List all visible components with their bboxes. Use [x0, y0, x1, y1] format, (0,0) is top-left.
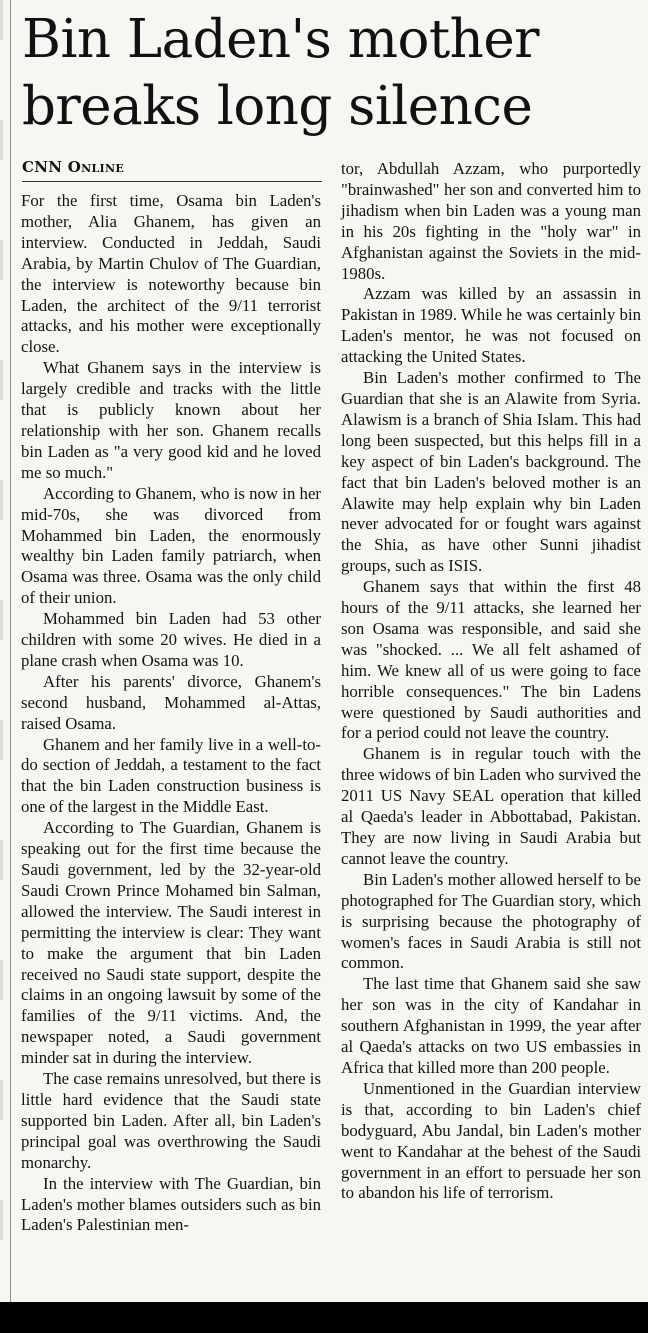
paragraph: According to The Guardian, Ghanem is speaking out for the first time because the Saudi government, led by the 32-year-old Saudi Crown Prince Mohamed bin Salman, allowed the interview. The Saudi interest in permitting the interview is clear: They want to make the argument that bin Laden received no Saudi state support, despite the claims in an ongoing lawsuit by some of the families of the 9/11 victims. And, the newspaper noted, a Saudi government minder sat in during the interview. — [21, 818, 321, 1068]
byline-rule — [22, 181, 322, 182]
article-column-2 — [341, 159, 641, 1204]
paragraph: According to Ghanem, who is now in her mid-70s, she was divorced from Mohammed bin Laden, the enormously wealthy bin Laden family patriarch, when Osama was three. Osama was the only child of their union. — [21, 483, 321, 608]
column-rule — [10, 0, 11, 1302]
paragraph: Ghanem and her family live in a well-to-do section of Jeddah, a testament to the fact that the bin Laden construction business is one of the largest in the Middle East. — [21, 734, 321, 817]
headline: Bin Laden's mother breaks long silence — [22, 9, 540, 137]
paragraph: Mohammed bin Laden had 53 other children with some 20 wives. He died in a plane crash when Osama was 10. — [21, 609, 321, 670]
paragraph: Bin Laden's mother confirmed to The Guardian that she is an Alawite from Syria. Alawism is a branch of Shia Islam. This had long been suspected, but this helps fill in a key aspect of bin Laden's background. The fact that bin Laden's beloved mother is an Alawite may help explain why bin Laden never advocated for or fought wars against the Shia, as have other Sunni jihadist groups, such as ISIS. — [341, 368, 641, 576]
bottom-black-band — [0, 1302, 648, 1333]
paragraph: tor, Abdullah Azzam, who purportedly "brainwashed" her son and converted him to jihadism when bin Laden was a young man in his 20s fighting in the "holy war" in Afghanistan against the Soviets in the mid-1980s. — [341, 159, 641, 283]
paragraph: Bin Laden's mother allowed herself to be photographed for The Guardian story, which is surprising because the photography of women's faces in Saudi Arabia is still not common. — [341, 869, 641, 973]
paragraph: After his parents' divorce, Ghanem's second husband, Mohammed al-Attas, raised Osama. — [21, 671, 321, 733]
paragraph: What Ghanem says in the interview is largely credible and tracks with the little that is publicly known about her relationship with her son. Ghanem recalls bin Laden as "a very good kid and he loved me so much." — [21, 358, 321, 482]
paragraph: Unmentioned in the Guardian interview is that, according to bin Laden's chief bodyguard, Abu Jandal, bin Laden's mother went to Kandahar at the behest of the Saudi government in an effort to persuade her son to abandon his life of terrorism. — [341, 1078, 641, 1203]
paragraph: Azzam was killed by an assassin in Pakistan in 1989. While he was certainly bin Laden's mentor, he was not focused on attacking the United States. — [341, 284, 641, 367]
page-edge — [0, 0, 3, 1300]
paragraph: The case remains unresolved, but there is little hard evidence that the Saudi state supported bin Laden. After all, bin Laden's principal goal was overthrowing the Saudi monarchy. — [21, 1069, 321, 1172]
paragraph: For the first time, Osama bin Laden's mother, Alia Ghanem, has given an interview. Conducted in Jeddah, Saudi Arabia, by Martin Chulov of The Guardian, the interview is noteworthy because bin Laden, the architect of the 9/11 terrorist attacks, and his mother were exceptionally close. — [21, 191, 321, 357]
paragraph: Ghanem says that within the first 48 hours of the 9/11 attacks, she learned her son Osama was responsible, and said she was "shocked. ... We all felt ashamed of him. We knew all of us were going to face horrible consequences." The bin Ladens were questioned by Saudi authorities and for a period could not leave the country. — [341, 577, 641, 743]
byline: CNN Online — [22, 158, 125, 176]
paragraph: Ghanem is in regular touch with the three widows of bin Laden who survived the 2011 US Navy SEAL operation that killed al Qaeda's leader in Abbottabad, Pakistan. They are now living in Saudi Arabia but cannot leave the country. — [341, 744, 641, 868]
paragraph: In the interview with The Guardian, bin Laden's mother blames outsiders such as bin Laden's Palestinian men- — [21, 1173, 321, 1235]
paragraph: The last time that Ghanem said she saw her son was in the city of Kandahar in southern Afghanistan in 1999, the year after al Qaeda's attacks on two US embassies in Africa that killed more than 200 people. — [341, 974, 641, 1077]
article-column-1 — [21, 191, 321, 1236]
